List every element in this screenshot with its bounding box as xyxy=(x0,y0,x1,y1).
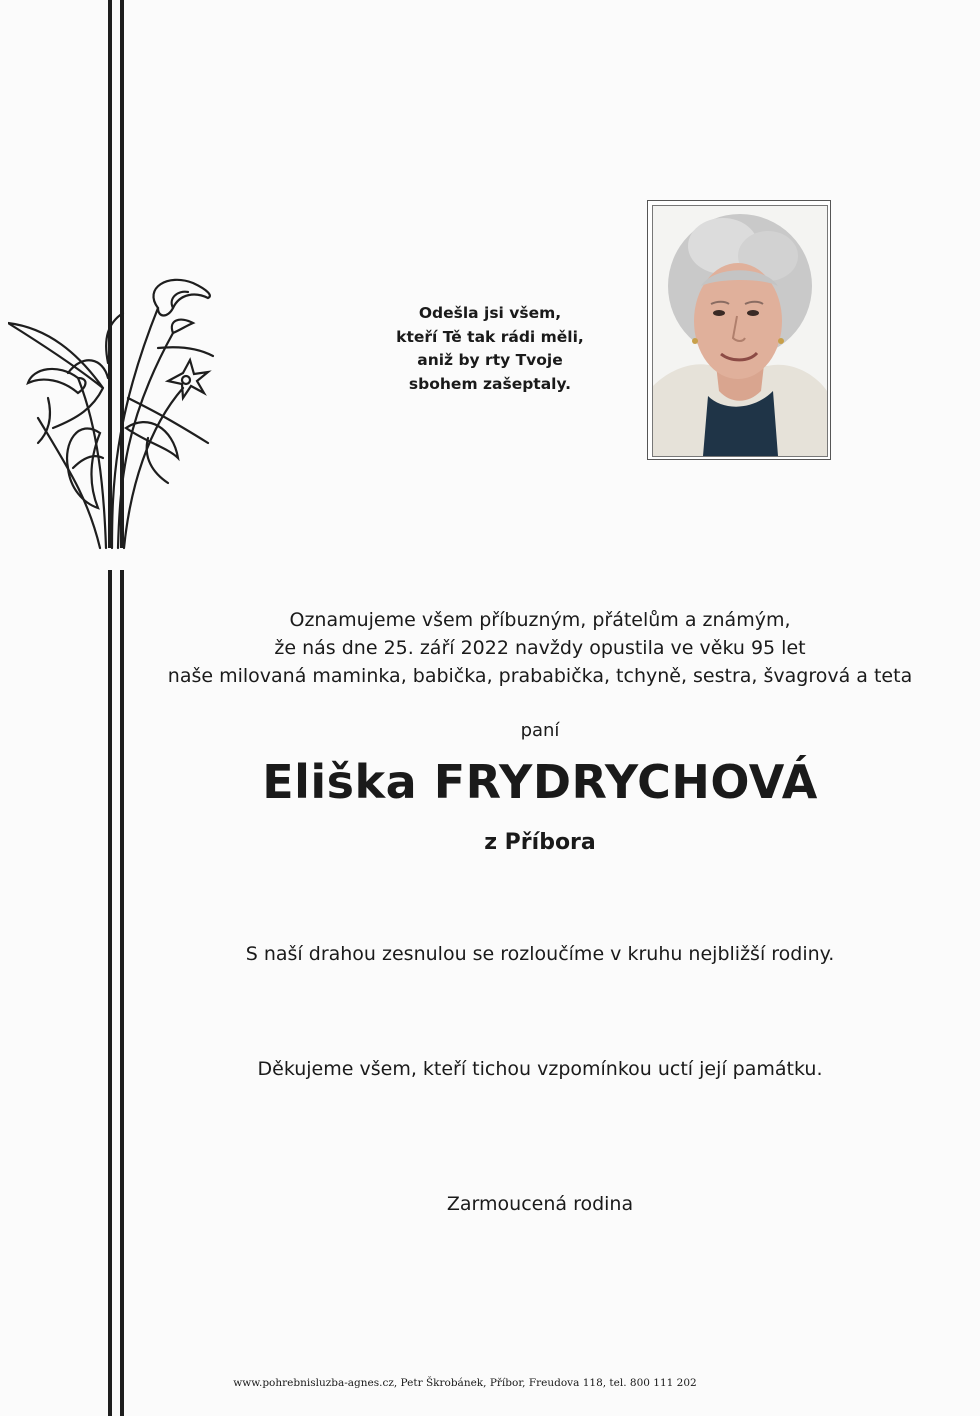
portrait-frame xyxy=(647,200,831,460)
deceased-origin: z Příbora xyxy=(484,830,596,855)
border-line-right-bottom xyxy=(120,570,124,1416)
poem-line: sbohem zašeptaly. xyxy=(408,374,572,393)
border-line-left-bottom xyxy=(108,570,112,1416)
announcement-line-1: Oznamujeme všem příbuzným, přátelům a známým, xyxy=(289,609,791,631)
farewell-text: S naší drahou zesnulou se rozloučíme v kruhu nejbližší rodiny. xyxy=(245,943,835,965)
poem-line: Odešla jsi všem, xyxy=(418,304,562,322)
deceased-name: Eliška FRYDRYCHOVÁ xyxy=(262,755,818,809)
poem xyxy=(360,302,620,396)
footer-contact: www.pohrebnisluzba-agnes.cz, Petr Škrobánek, Příbor, Freudova 118, tel. 800 111 202 xyxy=(233,1377,697,1389)
poem-line: aniž by rty Tvoje xyxy=(417,351,563,369)
deceased-title: paní xyxy=(520,720,560,741)
announcement-line-3: naše milovaná maminka, babička, prababička, tchyně, sestra, švagrová a teta xyxy=(167,665,913,687)
signature: Zarmoucená rodina xyxy=(446,1193,634,1215)
poem-line: kteří Tě tak rádi měli, xyxy=(396,327,584,346)
announcement-line-2: že nás dne 25. září 2022 navždy opustila ve věku 95 let xyxy=(274,637,806,659)
calla-lily-icon xyxy=(8,268,223,553)
portrait-image xyxy=(653,206,827,456)
portrait-photo xyxy=(652,205,828,457)
thanks-text: Děkujeme všem, kteří tichou vzpomínkou uctí její památku. xyxy=(257,1058,823,1080)
